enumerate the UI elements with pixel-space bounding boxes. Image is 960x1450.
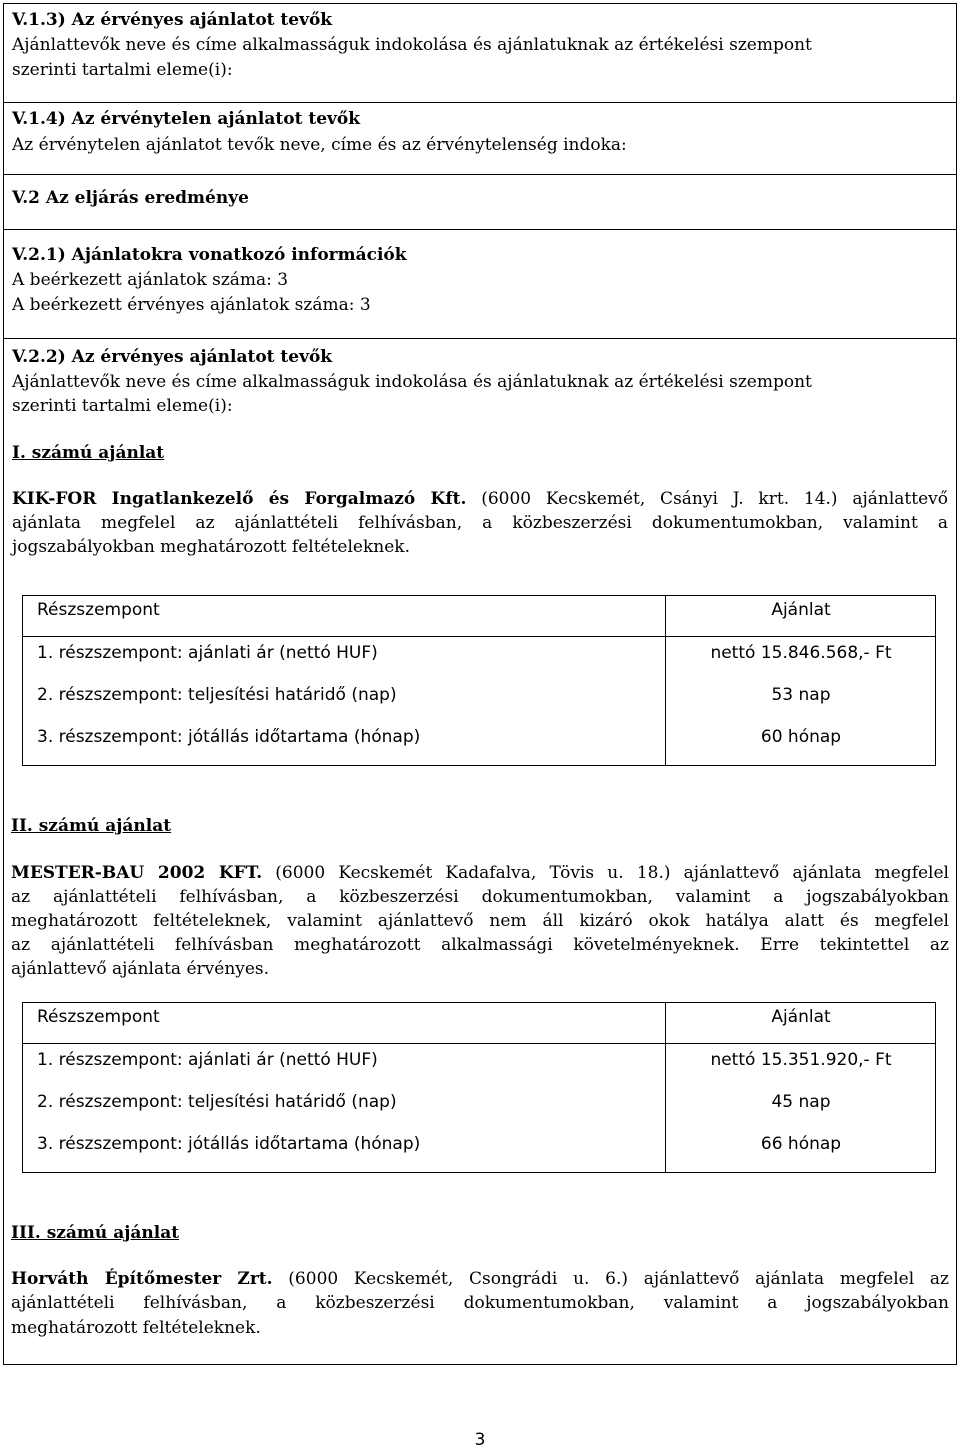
bidder-address: (6000 Kecskemét Kadafalva, Tövis u. 18.) ajánlattevő ajánlata megfelel	[262, 863, 949, 883]
criterion-cell: 2. részszempont: teljesítési határidő (nap)	[37, 685, 397, 705]
body-text: szerinti tartalmi eleme(i):	[12, 60, 233, 80]
header-offer: Ajánlat	[771, 600, 831, 620]
offer-description	[11, 862, 949, 884]
bidder-address: (6000 Kecskemét, Csongrádi u. 6.) ajánlattevő ajánlata megfelel az	[272, 1269, 949, 1289]
bidder-address: (6000 Kecskemét, Csányi J. krt. 14.) ajánlattevő	[466, 489, 948, 509]
section-v14	[4, 103, 956, 175]
offer-cell: nettó 15.846.568,- Ft	[710, 643, 892, 663]
header-criterion: Részszempont	[37, 600, 160, 620]
evaluation-table	[22, 1002, 936, 1173]
table-row	[23, 1132, 935, 1156]
received-offers-count: A beérkezett ajánlatok száma: 3	[12, 270, 289, 290]
valid-offers-count: A beérkezett érvényes ajánlatok száma: 3	[12, 295, 371, 315]
body-text: ajánlattevő ajánlata érvényes.	[11, 959, 270, 979]
body-text: Ajánlattevők neve és címe alkalmasságuk indokolása és ajánlatuknak az értékelési szempont	[12, 372, 812, 392]
criterion-cell: 2. részszempont: teljesítési határidő (nap)	[37, 1092, 397, 1112]
page-number: 3	[474, 1430, 486, 1450]
bidder-name: MESTER-BAU 2002 KFT.	[11, 863, 263, 883]
body-text: ajánlata megfelel az ajánlattételi felhívásban, a közbeszerzési dokumentumokban, valamint a	[12, 513, 948, 533]
bidder-name: Horváth Építőmester Zrt.	[11, 1269, 273, 1289]
section-v21	[4, 230, 956, 339]
offer-cell: nettó 15.351.920,- Ft	[710, 1050, 892, 1070]
body-text: meghatározott feltételeknek.	[11, 1318, 261, 1338]
offer-cell: 45 nap	[771, 1092, 831, 1112]
body-text: ajánlattételi felhívásban, a közbeszerzési dokumentumokban, valamint a jogszabályokban	[11, 1293, 949, 1313]
table-row	[23, 641, 935, 665]
table-row	[23, 725, 935, 749]
offer-title: I. számú ajánlat	[12, 443, 165, 463]
table-header-row	[23, 1005, 935, 1029]
section-heading: V.2 Az eljárás eredménye	[12, 188, 249, 208]
header-offer: Ajánlat	[771, 1007, 831, 1027]
evaluation-table	[22, 595, 936, 766]
body-text: Az érvénytelen ajánlatot tevők neve, címe és az érvénytelenség indoka:	[12, 135, 627, 155]
body-text: az ajánlattételi felhívásban meghatározott alkalmassági követelményeknek. Erre tekintettel az	[11, 935, 949, 955]
criterion-cell: 1. részszempont: ajánlati ár (nettó HUF)	[37, 643, 378, 663]
section-heading: V.2.1) Ajánlatokra vonatkozó információk	[12, 245, 407, 265]
section-v22	[4, 339, 956, 1366]
offer-description	[11, 1268, 949, 1290]
offer-cell: 66 hónap	[760, 1134, 842, 1154]
bidder-name: KIK-FOR Ingatlankezelő és Forgalmazó Kft.	[12, 489, 467, 509]
table-row	[23, 683, 935, 707]
offer-title: III. számú ajánlat	[11, 1223, 180, 1243]
criterion-cell: 1. részszempont: ajánlati ár (nettó HUF)	[37, 1050, 378, 1070]
offer-title: II. számú ajánlat	[11, 816, 172, 836]
header-criterion: Részszempont	[37, 1007, 160, 1027]
table-row	[23, 1090, 935, 1114]
section-v2	[4, 175, 956, 230]
section-v13	[4, 4, 956, 103]
offer-description	[12, 488, 948, 510]
table-header-row	[23, 598, 935, 622]
section-heading: V.1.3) Az érvényes ajánlatot tevők	[12, 10, 333, 30]
criterion-cell: 3. részszempont: jótállás időtartama (hónap)	[37, 727, 421, 747]
offer-cell: 53 nap	[771, 685, 831, 705]
body-text: az ajánlattételi felhívásban, a közbeszerzési dokumentumokban, valamint a jogszabályokban	[11, 887, 949, 907]
section-heading: V.2.2) Az érvényes ajánlatot tevők	[12, 347, 333, 367]
offer-cell: 60 hónap	[760, 727, 842, 747]
table-row	[23, 1048, 935, 1072]
criterion-cell: 3. részszempont: jótállás időtartama (hónap)	[37, 1134, 421, 1154]
body-text: jogszabályokban meghatározott feltételeknek.	[12, 537, 410, 557]
section-heading: V.1.4) Az érvénytelen ajánlatot tevők	[12, 109, 361, 129]
body-text: szerinti tartalmi eleme(i):	[12, 396, 233, 416]
body-text: Ajánlattevők neve és címe alkalmasságuk indokolása és ajánlatuknak az értékelési szempont	[12, 35, 812, 55]
body-text: meghatározott feltételeknek, valamint ajánlattevő nem áll kizáró okok hatálya alatt és megfelel	[11, 911, 949, 931]
